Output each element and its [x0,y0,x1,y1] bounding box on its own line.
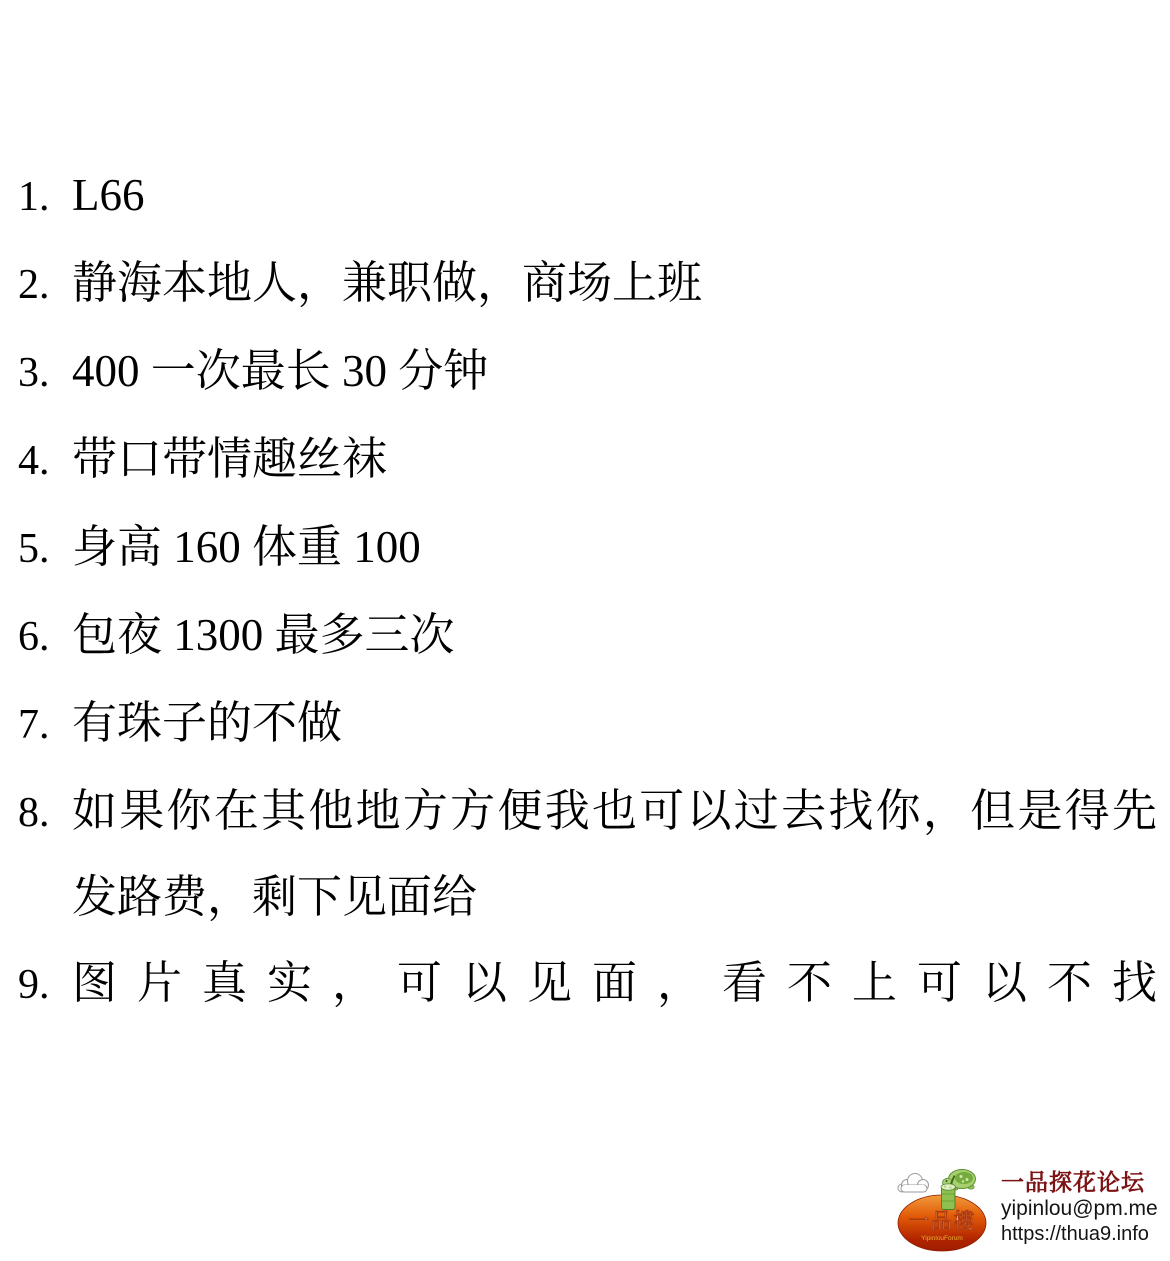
forum-url: https://thua9.info [1001,1223,1149,1245]
list-item [18,240,1157,328]
list-item-text: 带口带情趣丝袜 [72,434,388,484]
list-item-text [72,768,1157,940]
list-item-number: 6. [18,614,50,660]
logo-title: 一品樓 [908,1210,976,1233]
forum-logo [893,1160,993,1256]
list-item-number: 7. [18,702,50,748]
list-item [18,416,1157,504]
logo-subtitle: YipinlouForum [921,1235,963,1242]
list-item-line: 发路费，剩下见面给 [72,872,478,922]
list-item [18,592,1157,680]
list-item-number: 1. [18,174,50,220]
list-item-line: 如果你在其他地方方便我也可以过去找你，但是得先 [72,786,1157,836]
list-item [18,680,1157,768]
list-item-number: 2. [18,262,50,308]
list-item [18,940,1157,1028]
watermark-text-block [1001,1160,1158,1258]
list-item [18,504,1157,592]
list-item-text: 身高 160 体重 100 [72,522,421,572]
list-item [18,328,1157,416]
list-item-text: 静海本地人，兼职做，商场上班 [72,258,703,308]
list-item-number: 8. [18,790,50,836]
forum-email: yipinlou@pm.me [1001,1197,1158,1220]
list-item-text: L66 [72,170,145,220]
list-item-number: 5. [18,526,50,572]
cloud-icon [898,1174,929,1193]
watermark [893,1160,1163,1258]
forum-name: 一品探花论坛 [1001,1169,1145,1195]
yipinlou-logo-icon [893,1160,993,1256]
numbered-list [18,152,1157,1028]
list-item-text: 图片真实，可以见面，看不上可以不找 [72,958,1157,1008]
list-item-number: 3. [18,350,50,396]
list-item [18,768,1157,940]
list-item [18,152,1157,240]
list-item-text: 400 一次最长 30 分钟 [72,346,489,396]
list-item-number: 4. [18,438,50,484]
list-item-text: 包夜 1300 最多三次 [72,610,455,660]
list-item-text: 有珠子的不做 [72,698,343,748]
list-item-number: 9. [18,962,50,1008]
